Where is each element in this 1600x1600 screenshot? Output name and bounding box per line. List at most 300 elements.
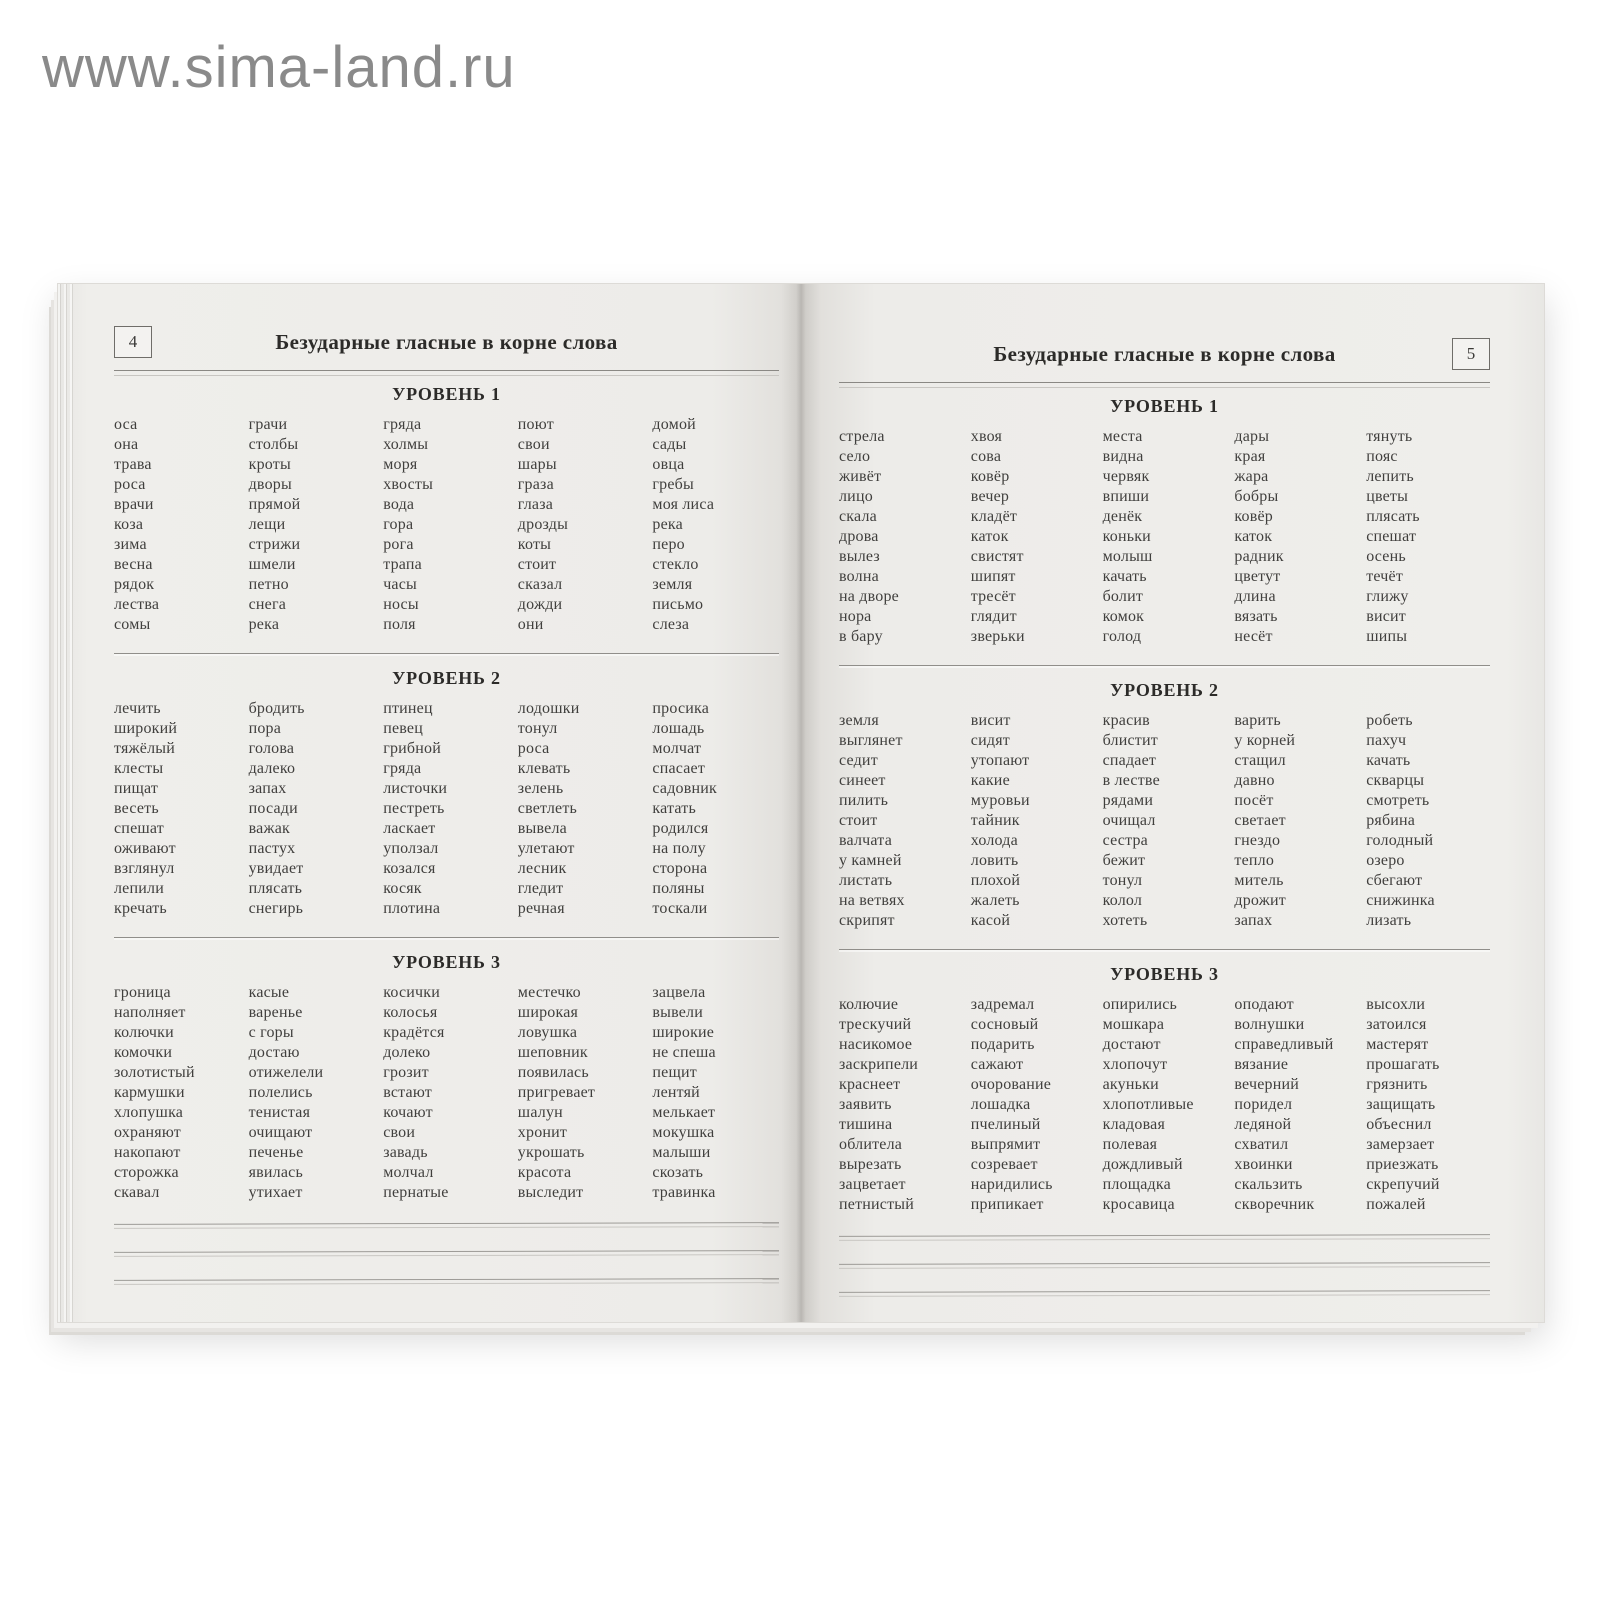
word: скворечник: [1234, 1196, 1315, 1213]
word: висит: [970, 712, 1011, 729]
word: оподают: [1234, 996, 1294, 1013]
word: садовник: [652, 780, 717, 797]
word: гледит: [517, 880, 564, 897]
word: тонул: [517, 720, 558, 737]
word: червяк: [1102, 468, 1150, 485]
word: травинка: [652, 1184, 716, 1201]
word: молчал: [383, 1164, 434, 1181]
word: кречать: [114, 900, 167, 917]
word: выследит: [517, 1184, 584, 1201]
word: коты: [517, 536, 552, 553]
page-number: 5: [1452, 338, 1490, 370]
word: родился: [652, 820, 709, 837]
word: свистят: [970, 548, 1024, 565]
word: красота: [517, 1164, 572, 1181]
word-column: [971, 995, 1095, 1215]
word: тонул: [1102, 872, 1143, 889]
answer-line: [839, 1234, 1490, 1241]
word: роса: [517, 740, 550, 757]
word: сторона: [652, 860, 708, 877]
word: ледяной: [1234, 1116, 1292, 1133]
word: дворы: [248, 476, 292, 493]
word: у камней: [839, 852, 902, 869]
word: рога: [383, 536, 414, 553]
word: мастерят: [1366, 1036, 1429, 1053]
word: широкий: [114, 720, 178, 737]
word: хлопушка: [114, 1104, 184, 1121]
word: река: [248, 616, 280, 633]
word: грязнить: [1366, 1076, 1428, 1093]
word: укрошать: [517, 1144, 585, 1161]
word-column: [383, 983, 510, 1203]
word: смотреть: [1366, 792, 1430, 809]
word-column: [839, 711, 963, 931]
word: комочки: [114, 1044, 173, 1061]
word: пахуч: [1366, 732, 1407, 749]
word-columns: [114, 983, 779, 1203]
word: дары: [1234, 428, 1270, 445]
word: заскрипели: [839, 1056, 919, 1073]
word: сажают: [970, 1056, 1024, 1073]
word-column: [518, 983, 645, 1203]
word: тайник: [970, 812, 1020, 829]
word: лентяй: [652, 1084, 700, 1101]
word: в лестве: [1102, 772, 1160, 789]
word: моря: [383, 456, 418, 473]
sections: [114, 380, 779, 1203]
word: мелькает: [652, 1104, 716, 1121]
page-edge-stack: [58, 284, 74, 1322]
word: кросавица: [1102, 1196, 1175, 1213]
word: сады: [652, 436, 687, 453]
word: стоит: [517, 556, 557, 573]
word: важак: [248, 820, 290, 837]
level-heading: УРОВЕНЬ 1: [1110, 396, 1219, 416]
word: шипят: [970, 568, 1016, 585]
word: лицо: [839, 488, 873, 505]
word: акуньки: [1102, 1076, 1159, 1093]
answer-lines: [839, 1235, 1490, 1296]
word-columns: [114, 415, 779, 635]
word: глижу: [1366, 588, 1409, 605]
word: шмели: [248, 556, 296, 573]
word: колючие: [839, 996, 899, 1013]
word: волна: [839, 568, 879, 585]
word: дождливый: [1102, 1156, 1183, 1173]
word: скрепучий: [1366, 1176, 1440, 1193]
answer-line: [114, 1222, 779, 1229]
word: певец: [383, 720, 423, 737]
word: вязать: [1234, 608, 1278, 625]
watermark: www.sima-land.ru: [42, 35, 516, 100]
word: грозит: [383, 1064, 429, 1081]
word: замерзает: [1366, 1136, 1435, 1153]
word: мокушка: [652, 1124, 715, 1141]
word: пищат: [114, 780, 159, 797]
word-column: [114, 699, 241, 919]
word: наполняет: [114, 1004, 186, 1021]
word: домой: [652, 416, 696, 433]
word: вылез: [839, 548, 880, 565]
word-column: [114, 415, 241, 635]
word: лошадка: [970, 1096, 1031, 1113]
word: дрова: [839, 528, 879, 545]
word: сбегают: [1366, 872, 1423, 889]
word: осень: [1366, 548, 1406, 565]
word: наридились: [970, 1176, 1053, 1193]
word: часы: [383, 576, 417, 593]
word: листать: [839, 872, 893, 889]
word: насикомое: [839, 1036, 913, 1053]
word: утопают: [970, 752, 1030, 769]
word: дрозды: [517, 516, 569, 533]
word: очищают: [248, 1124, 313, 1141]
word: стрела: [839, 428, 885, 445]
word: плотина: [383, 900, 441, 917]
word: кармушки: [114, 1084, 185, 1101]
word: защищать: [1366, 1096, 1436, 1113]
word-column: [1234, 711, 1358, 931]
word: малыши: [652, 1144, 711, 1161]
word: цветы: [1366, 488, 1409, 505]
word: схватил: [1234, 1136, 1289, 1153]
word: пора: [248, 720, 282, 737]
word: увидает: [248, 860, 304, 877]
word: село: [839, 448, 871, 465]
word: созревает: [970, 1156, 1038, 1173]
word: завадь: [383, 1144, 428, 1161]
word: шипы: [1366, 628, 1408, 645]
page-header: [839, 342, 1490, 376]
word: течёт: [1366, 568, 1404, 585]
word: лошадь: [652, 720, 705, 737]
word-column: [652, 983, 779, 1203]
word: кладовая: [1102, 1116, 1165, 1133]
word: столбы: [248, 436, 299, 453]
word: бежит: [1102, 852, 1146, 869]
word-column: [971, 711, 1095, 931]
word: запах: [1234, 912, 1273, 929]
word: тяжёлый: [114, 740, 175, 757]
word-column: [839, 427, 963, 647]
word: хвоинки: [1234, 1156, 1293, 1173]
word: широкая: [517, 1004, 579, 1021]
word: зацветает: [839, 1176, 906, 1193]
word: хотеть: [1102, 912, 1148, 929]
word: холмы: [383, 436, 429, 453]
word: варить: [1234, 712, 1281, 729]
word: косички: [383, 984, 440, 1001]
word: тепло: [1234, 852, 1275, 869]
word: оса: [114, 416, 138, 433]
word: радник: [1234, 548, 1284, 565]
word: пригревает: [517, 1084, 596, 1101]
word: хвосты: [383, 476, 434, 493]
word: рядами: [1102, 792, 1154, 809]
word: робеть: [1366, 712, 1413, 729]
word: перо: [652, 536, 685, 553]
word: кочают: [383, 1104, 433, 1121]
header-rule: [114, 370, 779, 376]
word: сова: [970, 448, 1002, 465]
word: скавал: [114, 1184, 160, 1201]
word: справедливый: [1234, 1036, 1334, 1053]
word: мошкара: [1102, 1016, 1165, 1033]
word: вечерний: [1234, 1076, 1299, 1093]
word: вечер: [970, 488, 1010, 505]
word: тоскали: [652, 900, 708, 917]
level-section: [114, 653, 779, 919]
answer-line: [839, 1262, 1490, 1269]
word: хронит: [517, 1124, 568, 1141]
word: валчата: [839, 832, 892, 849]
word: трапа: [383, 556, 422, 573]
word: они: [517, 616, 544, 633]
word: озеро: [1366, 852, 1405, 869]
word: гряда: [383, 760, 422, 777]
word: стоит: [839, 812, 878, 829]
word: коза: [114, 516, 144, 533]
word: каток: [970, 528, 1009, 545]
word: спешат: [114, 820, 164, 837]
word: рядок: [114, 576, 155, 593]
word: глядит: [970, 608, 1017, 625]
word: качать: [1366, 752, 1411, 769]
word: сосновый: [970, 1016, 1039, 1033]
page: [58, 284, 801, 1322]
word: снега: [248, 596, 287, 613]
word: ловить: [970, 852, 1019, 869]
word: митель: [1234, 872, 1284, 889]
word: земля: [652, 576, 693, 593]
word: лизать: [1366, 912, 1412, 929]
word: седит: [839, 752, 878, 769]
page-header: [114, 330, 779, 364]
word-column: [1366, 995, 1490, 1215]
word: болит: [1102, 588, 1144, 605]
word: приезжать: [1366, 1156, 1439, 1173]
word: пестреть: [383, 800, 445, 817]
word: жара: [1234, 468, 1269, 485]
word: очищал: [1102, 812, 1156, 829]
level-section: [839, 392, 1490, 647]
word: птинец: [383, 700, 433, 717]
word: улетают: [517, 840, 575, 857]
word: петно: [248, 576, 289, 593]
word: ковёр: [1234, 508, 1274, 525]
word: голод: [1102, 628, 1142, 645]
word: моя лиса: [652, 496, 715, 513]
word: грачи: [248, 416, 288, 433]
word: молчат: [652, 740, 702, 757]
word: нора: [839, 608, 872, 625]
word: стащил: [1234, 752, 1286, 769]
word: скрипят: [839, 912, 895, 929]
word: посади: [248, 800, 298, 817]
word: бродить: [248, 700, 305, 717]
word: хлопотливые: [1102, 1096, 1194, 1113]
word: граза: [517, 476, 554, 493]
word: клевать: [517, 760, 571, 777]
word: пилить: [839, 792, 889, 809]
word: местечко: [517, 984, 581, 1001]
word-column: [1103, 427, 1227, 647]
word: снегирь: [248, 900, 304, 917]
word: долеко: [383, 1044, 431, 1061]
word: сидят: [970, 732, 1010, 749]
word: скварцы: [1366, 772, 1425, 789]
answer-line: [114, 1278, 779, 1285]
level-section: [114, 380, 779, 635]
word: оживают: [114, 840, 176, 857]
word: комок: [1102, 608, 1145, 625]
word: края: [1234, 448, 1266, 465]
word: блистит: [1102, 732, 1158, 749]
word: на дворе: [839, 588, 899, 605]
word: листочки: [383, 780, 448, 797]
word: выпрямит: [970, 1136, 1041, 1153]
word: вязание: [1234, 1056, 1289, 1073]
word: овца: [652, 456, 685, 473]
word: зима: [114, 536, 147, 553]
book-spread: [57, 283, 1545, 1323]
word: зацвела: [652, 984, 706, 1001]
word: пояс: [1366, 448, 1398, 465]
word: коньки: [1102, 528, 1151, 545]
word: пернатые: [383, 1184, 449, 1201]
word: лечить: [114, 700, 161, 717]
word: весеть: [114, 800, 159, 817]
word: в бару: [839, 628, 883, 645]
word: варенье: [248, 1004, 303, 1021]
word: гребы: [652, 476, 694, 493]
word: очорование: [970, 1076, 1052, 1093]
word: золотистый: [114, 1064, 195, 1081]
word: отижелели: [248, 1064, 324, 1081]
word-column: [1103, 995, 1227, 1215]
word: лодошки: [517, 700, 580, 717]
word: сторожка: [114, 1164, 179, 1181]
word: гнездо: [1234, 832, 1281, 849]
page-title: Безударные гласные в корне слова: [275, 330, 618, 354]
word: дожди: [517, 596, 563, 613]
word: снижинка: [1366, 892, 1435, 909]
word: взглянул: [114, 860, 175, 877]
word-column: [1234, 427, 1358, 647]
word: муровьи: [970, 792, 1030, 809]
word: длина: [1234, 588, 1276, 605]
word: с горы: [248, 1024, 294, 1041]
word: письмо: [652, 596, 704, 613]
word: петнистый: [839, 1196, 914, 1213]
word: ловушка: [517, 1024, 578, 1041]
word: спасает: [652, 760, 706, 777]
word: зверьки: [970, 628, 1025, 645]
level-heading: УРОВЕНЬ 2: [392, 668, 501, 688]
sections: [839, 392, 1490, 1215]
word: сестра: [1102, 832, 1148, 849]
answer-line: [114, 1250, 779, 1257]
word: зелень: [517, 780, 564, 797]
word-column: [652, 415, 779, 635]
word: свои: [383, 1124, 416, 1141]
word: поридел: [1234, 1096, 1293, 1113]
word-column: [1366, 427, 1490, 647]
word-column: [114, 983, 241, 1203]
word: клесты: [114, 760, 164, 777]
word: волнушки: [1234, 1016, 1305, 1033]
level-heading: УРОВЕНЬ 3: [392, 952, 501, 972]
word: денёк: [1102, 508, 1143, 525]
word: пожалей: [1366, 1196, 1426, 1213]
word: заявить: [839, 1096, 892, 1113]
word: достаю: [248, 1044, 300, 1061]
word: голодный: [1366, 832, 1434, 849]
word: гроница: [114, 984, 171, 1001]
word: выглянет: [839, 732, 903, 749]
word: видна: [1102, 448, 1144, 465]
word: колол: [1102, 892, 1143, 909]
word: трескучий: [839, 1016, 912, 1033]
word-columns: [839, 711, 1490, 931]
word: сомы: [114, 616, 151, 633]
word: река: [652, 516, 683, 533]
level-section: [839, 665, 1490, 931]
word: объеснил: [1366, 1116, 1432, 1133]
word: козался: [383, 860, 436, 877]
word: сказал: [517, 576, 563, 593]
word: стрижи: [248, 536, 301, 553]
word-column: [1366, 711, 1490, 931]
word: вырезать: [839, 1156, 902, 1173]
word: синеет: [839, 772, 886, 789]
word: охраняют: [114, 1124, 181, 1141]
word: жалеть: [970, 892, 1020, 909]
word: печенье: [248, 1144, 304, 1161]
word: прямой: [248, 496, 301, 513]
word-column: [518, 699, 645, 919]
word: она: [114, 436, 139, 453]
word: скальзить: [1234, 1176, 1303, 1193]
word: вода: [383, 496, 415, 513]
word: высохли: [1366, 996, 1426, 1013]
word-column: [652, 699, 779, 919]
word: плохой: [970, 872, 1021, 889]
word: явилась: [248, 1164, 303, 1181]
word: полелись: [248, 1084, 313, 1101]
word: краснеет: [839, 1076, 901, 1093]
word-column: [971, 427, 1095, 647]
word: плясать: [1366, 508, 1420, 525]
level-section: [839, 949, 1490, 1215]
word: гора: [383, 516, 414, 533]
word-column: [249, 415, 376, 635]
word: речная: [517, 900, 565, 917]
word: качать: [1102, 568, 1147, 585]
word: носы: [383, 596, 419, 613]
word: плясать: [248, 880, 303, 897]
word-columns: [839, 427, 1490, 647]
word: облитела: [839, 1136, 903, 1153]
word-column: [1234, 995, 1358, 1215]
word: на полу: [652, 840, 706, 857]
word: достают: [1102, 1036, 1161, 1053]
word: дрожит: [1234, 892, 1286, 909]
word: тянуть: [1366, 428, 1413, 445]
word: кроты: [248, 456, 291, 473]
word: подарить: [970, 1036, 1035, 1053]
word: касой: [970, 912, 1011, 929]
